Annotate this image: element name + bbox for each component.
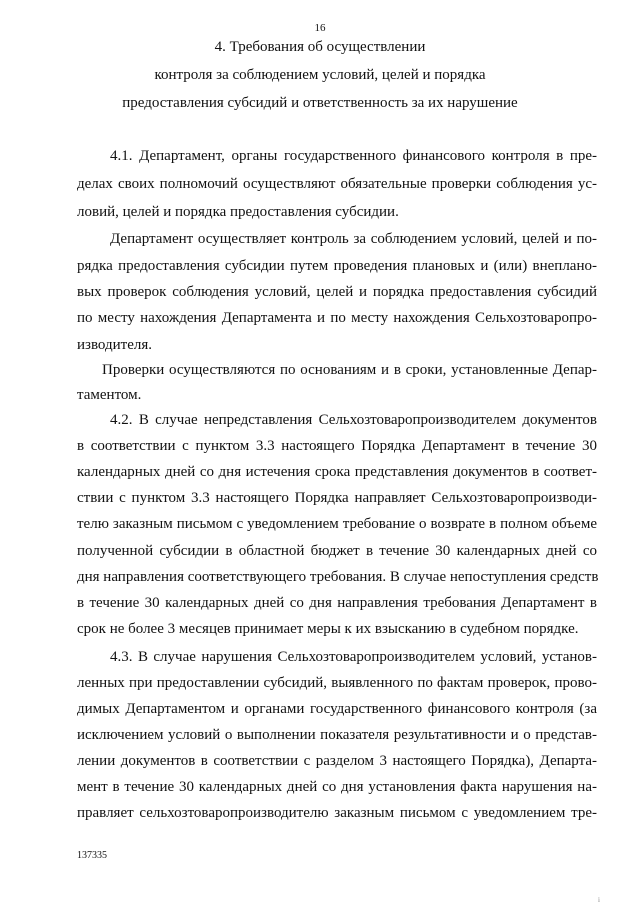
paragraph-4-1-line: делах своих полномочий осуществляют обязательные проверки соблюдения ус- (77, 176, 597, 192)
paragraph-control-line: по месту нахождения Департамента и по месту нахождения Сельхозтоваропро- (77, 310, 597, 326)
page-number: 16 (314, 22, 326, 34)
paragraph-4-3-line: исключением условий о выполнении показателя результативности и о представ- (77, 727, 597, 743)
section-heading-line-1: 4. Требования об осуществлении (214, 39, 426, 55)
document-code: 137335 (77, 850, 107, 861)
paragraph-4-3-line: ленных при предоставлении субсидий, выявленного по фактам проверок, прово- (77, 675, 597, 691)
corner-mark: i (598, 896, 600, 904)
paragraph-control-line: Департамент осуществляет контроль за соблюдением условий, целей и по- (110, 231, 597, 247)
section-heading-line-3: предоставления субсидий и ответственность за их нарушение (122, 95, 518, 111)
paragraph-4-3-line: лении документов в соответствии с разделом 3 настоящего Порядка), Департа- (77, 753, 597, 769)
paragraph-control-line: изводителя. (77, 337, 153, 353)
paragraph-4-3-line: димых Департаментом и органами государственного финансового контроля (за (77, 701, 597, 717)
paragraph-4-1-line: ловий, целей и порядка предоставления субсидии. (77, 204, 399, 220)
paragraph-4-2-line: в течение 30 календарных дней со дня направления требования Департамент в (77, 595, 597, 611)
paragraph-4-2-line: телю заказным письмом с уведомлением требование о возврате в полном объеме (77, 516, 597, 532)
paragraph-inspections-line: Проверки осуществляются по основаниям и в сроки, установленные Депар- (102, 362, 597, 378)
paragraph-4-2-line: срок не более 3 месяцев принимает меры к их взысканию в судебном порядке. (77, 621, 579, 637)
paragraph-4-3-line: 4.3. В случае нарушения Сельхозтоваропроизводителем условий, установ- (110, 649, 597, 665)
paragraph-4-2-line: 4.2. В случае непредставления Сельхозтоваропроизводителем документов (110, 412, 597, 428)
paragraph-4-2-line: календарных дней со дня истечения срока представления документов в соответ- (77, 464, 597, 480)
paragraph-4-2-line: ствии с пунктом 3.3 настоящего Порядка направляет Сельхозтоваропроизводи- (77, 490, 597, 506)
paragraph-control-line: рядка предоставления субсидии путем проведения плановых и (или) внеплано- (77, 258, 597, 274)
paragraph-inspections-line: таментом. (77, 387, 142, 403)
paragraph-control-line: вых проверок соблюдения условий, целей и порядка предоставления субсидий (77, 284, 597, 300)
paragraph-4-2-line: в соответствии с пунктом 3.3 настоящего Порядка Департамент в течение 30 (77, 438, 597, 454)
paragraph-4-2-line: дня направления соответствующего требования. В случае непоступления средств (77, 569, 599, 585)
paragraph-4-3-line: правляет сельхозтоваропроизводителю заказным письмом с уведомлением тре- (77, 805, 597, 821)
section-heading-line-2: контроля за соблюдением условий, целей и порядка (154, 67, 486, 83)
paragraph-4-2-line: полученной субсидии в областной бюджет в течение 30 календарных дней со (77, 543, 597, 559)
paragraph-4-1-line: 4.1. Департамент, органы государственного финансового контроля в пре- (110, 148, 597, 164)
paragraph-4-3-line: мент в течение 30 календарных дней со дня установления факта нарушения на- (77, 779, 597, 795)
